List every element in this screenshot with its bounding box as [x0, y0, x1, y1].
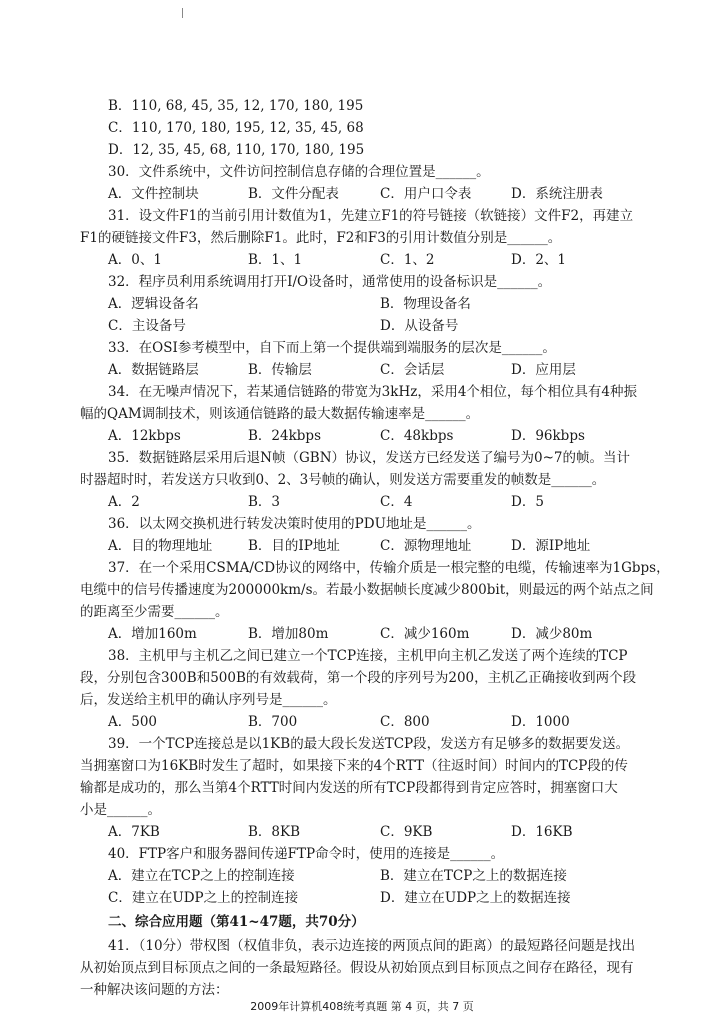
section-heading: 二、综合应用题（第41~47题，共70分） [108, 914, 365, 930]
option-b: B．传输层 [248, 362, 312, 378]
option-c: C．1、2 [380, 252, 435, 268]
option-d: D．建立在UDP之上的数据连接 [380, 890, 571, 906]
option-b: B．3 [248, 494, 281, 510]
option-d: D．系统注册表 [511, 186, 603, 202]
page-footer: 2009年计算机408统考真题 第 4 页，共 7 页 [250, 1000, 474, 1013]
question-37-stem: 电缆中的信号传播速度为200000km/s。若最小数据帧长度减少800bit，则最远的两个站点之间 [80, 582, 654, 598]
option-a: A．12kbps [108, 428, 181, 444]
option-a: A．0、1 [108, 252, 162, 268]
option-d: D．应用层 [511, 362, 576, 378]
question-41-stem: 从初始顶点到目标顶点之间的一条最短路径。假设从初始顶点到目标顶点之间存在路径，现有 [80, 960, 634, 976]
option-b: B．700 [248, 714, 298, 730]
question-40-stem: 40．FTP客户和服务器间传递FTP命令时，使用的连接是______。 [108, 846, 505, 862]
option-b: B．物理设备名 [380, 296, 471, 312]
option-c: C．源物理地址 [380, 538, 472, 554]
option-d: D．减少80m [511, 626, 593, 642]
question-31-stem: 31．设文件F1的当前引用计数值为1，先建立F1的符号链接（软链接）文件F2，再建立 [108, 208, 634, 224]
question-36-stem: 36．以太网交换机进行转发决策时使用的PDU地址是______。 [108, 516, 481, 532]
option-b: B．增加80m [248, 626, 329, 642]
question-30-stem: 30．文件系统中，文件访问控制信息存储的合理位置是______。 [108, 164, 490, 180]
option-d: D．源IP地址 [511, 538, 591, 554]
option-a: A．文件控制块 [108, 186, 199, 202]
question-35-stem: 时器超时时，若发送方只收到0、2、3号帧的确认，则发送方需要重发的帧数是______。 [80, 472, 606, 488]
option-a: A．500 [108, 714, 158, 730]
option-c: C．48kbps [380, 428, 454, 444]
question-33-stem: 33．在OSI参考模型中，自下而上第一个提供端到端服务的层次是______。 [108, 340, 556, 356]
question-39-stem: 当拥塞窗口为16KB时发生了超时，如果接下来的4个RTT（往返时间）时间内的TCP段的传 [80, 758, 628, 774]
question-41-stem: 一种解决该问题的方法： [80, 982, 229, 998]
option-a: A．逻辑设备名 [108, 296, 199, 312]
option-c: C．主设备号 [108, 318, 186, 334]
question-37-stem: 的距离至少需要______。 [80, 604, 229, 620]
option-line: B．110, 68, 45, 35, 12, 170, 180, 195 [108, 98, 364, 114]
option-c: C．9KB [380, 824, 433, 840]
question-32-stem: 32．程序员利用系统调用打开I/O设备时，通常使用的设备标识是______。 [108, 274, 552, 290]
option-b: B．1、1 [248, 252, 303, 268]
option-b: B．24kbps [248, 428, 321, 444]
option-b: B．目的IP地址 [248, 538, 340, 554]
option-c: C．800 [380, 714, 430, 730]
option-d: D．16KB [511, 824, 573, 840]
option-a: A．建立在TCP之上的控制连接 [108, 868, 295, 884]
question-39-stem: 输都是成功的，那么当第4个RTT时间内发送的所有TCP段都得到肯定应答时，拥塞窗口大 [80, 780, 618, 796]
question-34-stem: 幅的QAM调制技术，则该通信链路的最大数据传输速率是______。 [80, 406, 480, 422]
option-a: A．增加160m [108, 626, 197, 642]
question-37-stem: 37．在一个采用CSMA/CD协议的网络中，传输介质是一根完整的电缆，传输速率为1Gbps， [108, 560, 670, 576]
option-d: D．1000 [511, 714, 570, 730]
question-38-stem: 38．主机甲与主机乙之间已建立一个TCP连接，主机甲向主机乙发送了两个连续的TCP [108, 648, 628, 664]
option-a: A．数据链路层 [108, 362, 199, 378]
option-b: B．8KB [248, 824, 301, 840]
option-a: A．7KB [108, 824, 160, 840]
option-c: C．建立在UDP之上的控制连接 [108, 890, 299, 906]
question-38-stem: 段，分别包含300B和500B的有效载荷，第一个段的序列号为200，主机乙正确接收到两个段 [80, 670, 637, 686]
option-c: C．减少160m [380, 626, 470, 642]
question-34-stem: 34．在无噪声情况下，若某通信链路的带宽为3kHz，采用4个相位，每个相位具有4种振 [108, 384, 638, 400]
option-d: D．从设备号 [380, 318, 459, 334]
question-39-stem: 39．一个TCP连接总是以1KB的最大段长发送TCP段，发送方有足够多的数据要发送。 [108, 736, 630, 752]
option-b: B．建立在TCP之上的数据连接 [380, 868, 567, 884]
option-d: D．2、1 [511, 252, 567, 268]
option-b: B．文件分配表 [248, 186, 339, 202]
question-31-stem: F1的硬链接文件F3，然后删除F1。此时，F2和F3的引用计数值分别是______。 [80, 230, 562, 246]
option-line: C．110, 170, 180, 195, 12, 35, 45, 68 [108, 120, 364, 136]
question-38-stem: 后，发送给主机甲的确认序列号是______。 [80, 692, 337, 708]
question-35-stem: 35．数据链路层采用后退N帧（GBN）协议，发送方已经发送了编号为0~7的帧。当计 [108, 450, 630, 466]
option-c: C．会话层 [380, 362, 445, 378]
option-c: C．4 [380, 494, 413, 510]
option-a: A．2 [108, 494, 140, 510]
option-c: C．用户口令表 [380, 186, 472, 202]
option-a: A．目的物理地址 [108, 538, 213, 554]
option-d: D．96kbps [511, 428, 585, 444]
option-line: D．12, 35, 45, 68, 110, 170, 180, 195 [108, 142, 365, 158]
option-d: D．5 [511, 494, 544, 510]
question-39-stem: 小是______。 [80, 802, 161, 818]
scan-mark [182, 8, 183, 18]
question-41-stem: 41．（10分）带权图（权值非负，表示边连接的两顶点间的距离）的最短路径问题是找出 [108, 938, 636, 954]
